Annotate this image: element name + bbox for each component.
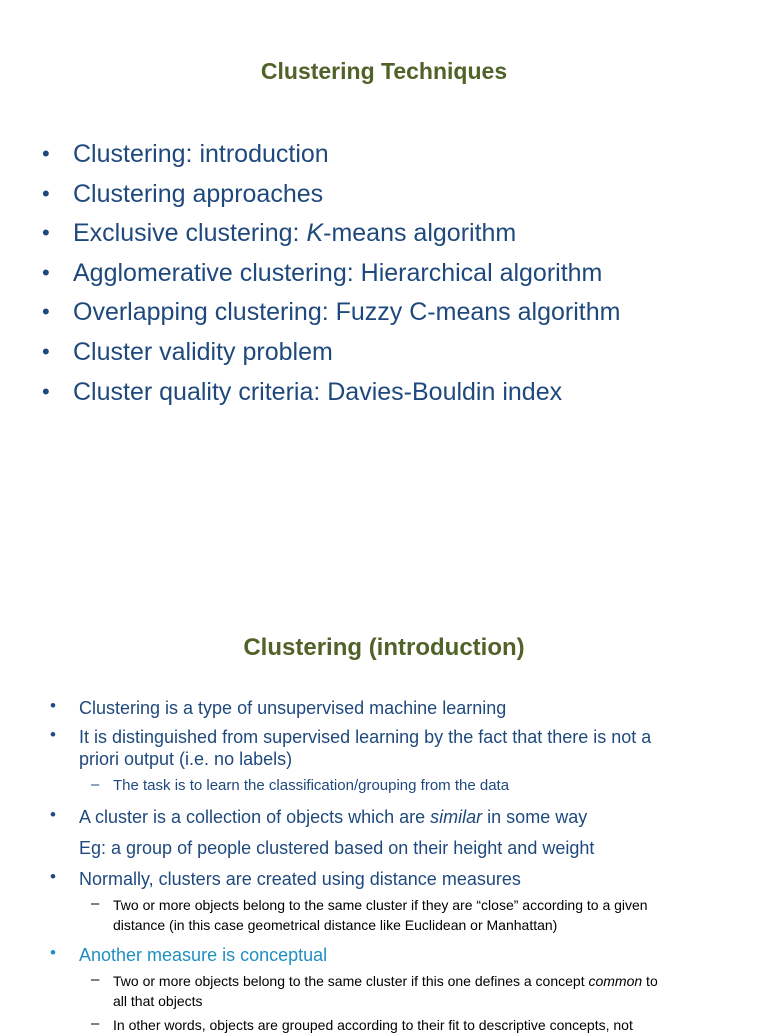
sub-text-close-cont: distance (in this case geometrical distance like Euclidean or Manhattan) <box>113 917 558 933</box>
bullet-text: Clustering: introduction <box>73 140 329 168</box>
bullet-icon: • <box>50 943 56 962</box>
bullet-icon: • <box>42 299 50 325</box>
list-item <box>0 257 768 297</box>
list-item <box>0 178 768 218</box>
bullet-text-distance: Normally, clusters are created using distance measures <box>79 869 521 889</box>
dash-icon: – <box>91 895 100 912</box>
example-text: Eg: a group of people clustered based on their height and weight <box>79 838 595 858</box>
sub-text-task: The task is to learn the classification/grouping from the data <box>113 777 510 794</box>
bullet-icon: • <box>50 867 56 886</box>
slide-1-title: Clustering Techniques <box>260 58 508 84</box>
bullet-icon: • <box>50 696 56 715</box>
bullet-icon: • <box>50 805 56 824</box>
bullet-icon: • <box>42 338 50 364</box>
bullet-text-distinguished-cont: priori output (i.e. no labels) <box>79 749 293 769</box>
sub-text-concept-cont: all that objects <box>113 993 203 1009</box>
bullet-icon: • <box>42 141 50 166</box>
bullet-icon: • <box>42 259 50 285</box>
slide-1-bullet-list <box>0 138 768 415</box>
bullet-text: Clustering approaches <box>73 179 324 208</box>
list-item <box>0 138 768 178</box>
bullet-text: Overlapping clustering: Fuzzy C-means algorithm <box>73 298 621 327</box>
list-item <box>0 336 768 376</box>
bullet-text: Exclusive clustering: K-means algorithm <box>73 219 517 248</box>
bullet-icon: • <box>50 725 56 744</box>
bullet-text-distinguished: It is distinguished from supervised learning by the fact that there is not a <box>79 727 652 747</box>
sub-text-close: Two or more objects belong to the same cluster if they are “close” according to a given <box>113 897 648 913</box>
bullet-text: Cluster quality criteria: Davies-Bouldin index <box>73 377 563 406</box>
sub-text-concept: Two or more objects belong to the same cluster if this one defines a concept common to <box>113 973 658 989</box>
dash-icon: – <box>91 971 100 988</box>
sub-text-fit: In other words, objects are grouped according to their fit to descriptive concepts, not <box>113 1017 633 1033</box>
bullet-text: Cluster validity problem <box>73 337 333 366</box>
bullet-text-unsupervised: Clustering is a type of unsupervised machine learning <box>79 698 507 718</box>
list-item <box>0 296 768 336</box>
bullet-text: Agglomerative clustering: Hierarchical algorithm <box>73 258 603 287</box>
bullet-icon: • <box>42 220 50 246</box>
bullet-text-cluster: A cluster is a collection of objects which are similar in some way <box>79 807 588 827</box>
bullet-icon: • <box>42 378 50 404</box>
bullet-icon: • <box>42 180 50 206</box>
list-item <box>0 217 768 257</box>
dash-icon: – <box>91 776 100 793</box>
bullet-text-conceptual: Another measure is conceptual <box>79 945 328 965</box>
list-item <box>0 376 768 416</box>
dash-icon: – <box>91 1015 100 1032</box>
slide-2-title: Clustering (introduction) <box>243 634 525 661</box>
